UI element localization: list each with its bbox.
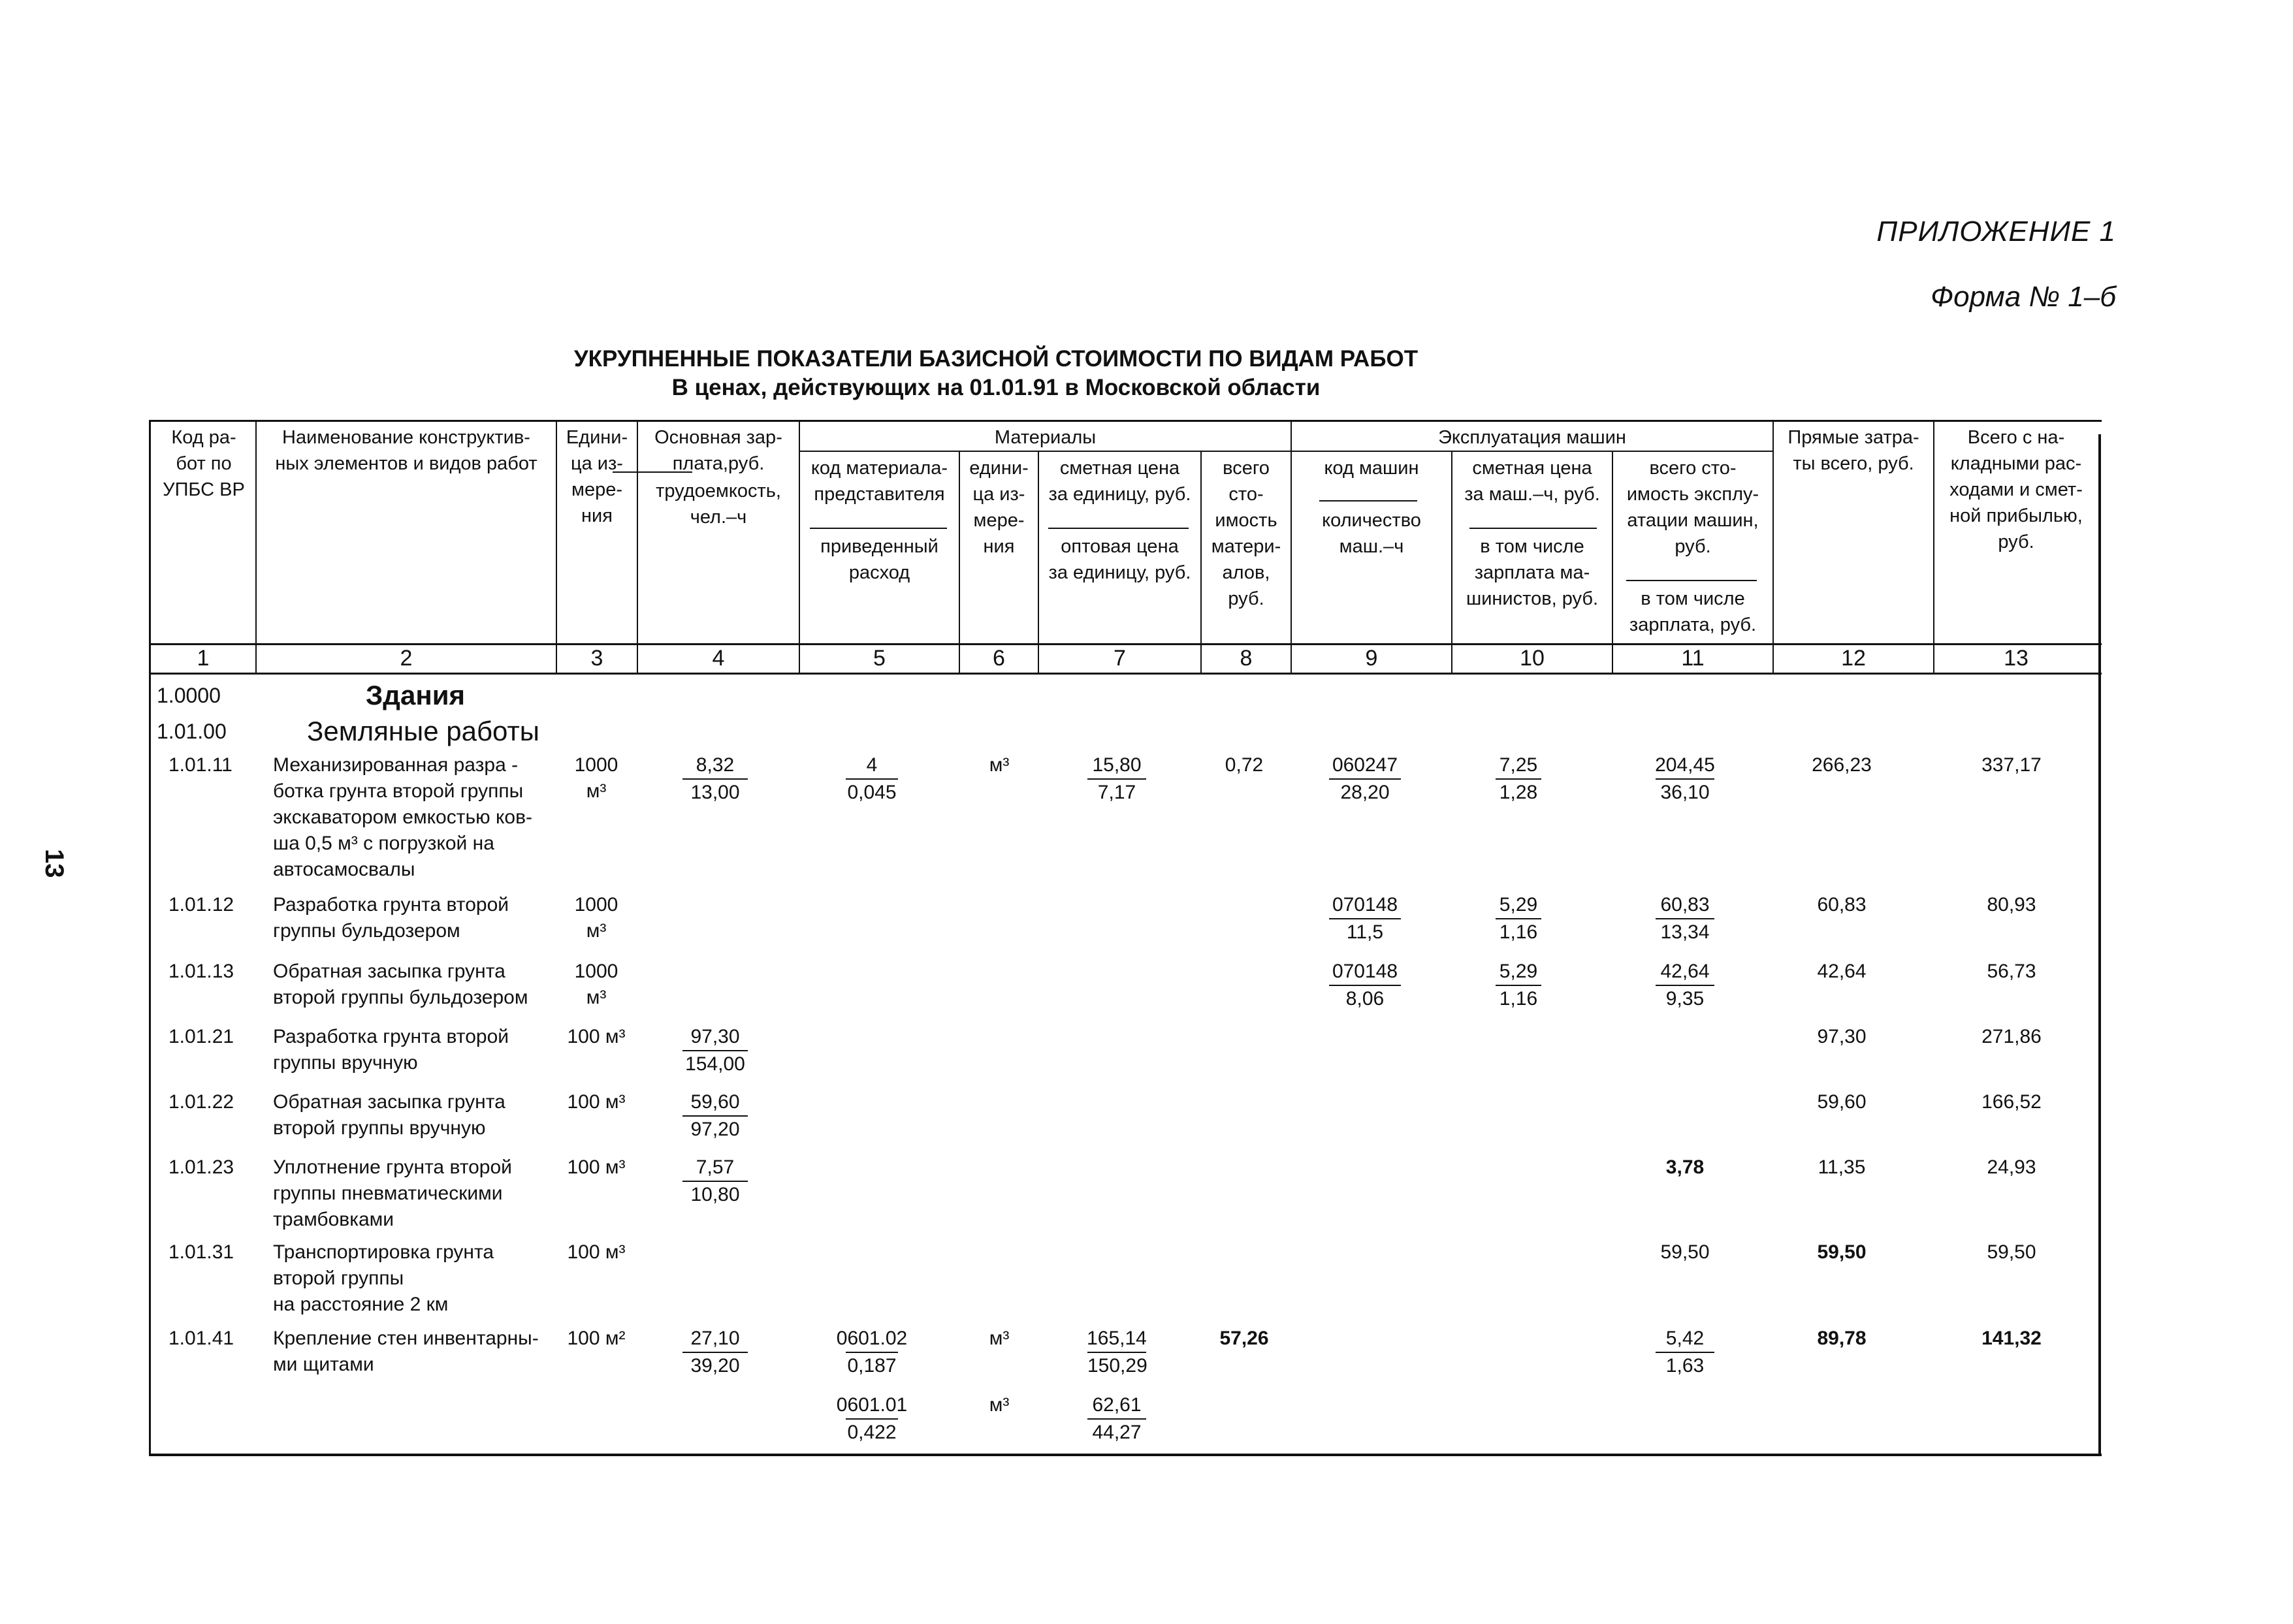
row-machine-code-hours-numerator: 060247 [1332, 754, 1398, 776]
col-group-machines: Эксплуатация машин [1438, 427, 1626, 448]
row-wage-labor-numerator: 27,10 [690, 1328, 740, 1349]
row-machine-total [1620, 892, 1750, 946]
col-number: 12 [1841, 646, 1866, 671]
col-number: 5 [873, 646, 886, 671]
row-material-unit: м³ [989, 754, 1010, 776]
row-code: 1.01.21 [168, 1026, 234, 1047]
row-material-price-numerator: 15,80 [1092, 754, 1142, 776]
row-material-code-qty [813, 752, 931, 806]
row-material-price [1058, 752, 1176, 806]
col-header-code: Код ра- бот по УПБС ВР [163, 427, 245, 500]
col-header-direct: Прямые затра- ты всего, руб. [1788, 427, 1919, 474]
row-code: 1.01.22 [168, 1091, 234, 1113]
row-unit: 1000 м³ [574, 754, 618, 802]
col-number: 8 [1240, 646, 1253, 671]
row-material-code-qty-2 [813, 1392, 931, 1446]
col-header-material-total: всего сто- имость матери- алов, руб. [1211, 458, 1281, 609]
row-machine-code-hours-denominator: 11,5 [1329, 918, 1401, 946]
row-wage-labor-numerator: 8,32 [696, 754, 735, 776]
row-machine-price-wage-denominator: 1,16 [1496, 918, 1541, 946]
row-material-code-qty-2-numerator: 0601.01 [836, 1394, 908, 1416]
row-wage-labor [653, 1326, 777, 1379]
col-header-material-code: код материала- представителя [810, 458, 948, 505]
row-material-code-qty-numerator: 0601.02 [836, 1328, 908, 1349]
row-total-cost: 80,93 [1987, 894, 2036, 915]
row-code: 1.01.41 [168, 1328, 234, 1349]
row-machine-price-wage-numerator: 5,29 [1499, 894, 1538, 915]
col-header-machine-wage: в том числе зарплата ма- шинистов, руб. [1466, 536, 1599, 609]
row-wage-labor [653, 1154, 777, 1208]
row-material-code-qty-2-denominator: 0,422 [846, 1418, 898, 1446]
row-machine-total-numerator: 60,83 [1660, 894, 1710, 915]
col-number: 13 [2004, 646, 2028, 671]
row-machine-total-denominator: 1,63 [1656, 1352, 1714, 1379]
row-material-price-2-denominator: 44,27 [1087, 1418, 1146, 1446]
appendix-label: ПРИЛОЖЕНИЕ 1 [1876, 215, 2116, 247]
col-header-material-wholesale: оптовая цена за единицу, руб. [1048, 536, 1191, 583]
row-total-cost: 141,32 [1981, 1328, 2042, 1349]
row-material-price-denominator: 7,17 [1087, 778, 1146, 806]
row-wage-labor-numerator: 7,57 [696, 1156, 735, 1178]
section-subtitle: Земляные работы [307, 716, 539, 746]
row-machine-code-hours [1300, 959, 1430, 1012]
row-machine-total-denominator: 9,35 [1656, 985, 1714, 1012]
row-name: Обратная засыпка грунта второй группы бульдозером [273, 961, 528, 1008]
row-machine-total [1620, 1326, 1750, 1379]
row-material-code-qty-denominator: 0,187 [846, 1352, 898, 1379]
col-header-machine-price: сметная цена за маш.–ч, руб. [1464, 458, 1600, 505]
row-machine-total-denominator: 13,34 [1656, 918, 1714, 946]
row-name: Обратная засыпка грунта второй группы вручную [273, 1091, 505, 1139]
row-machine-code-hours [1300, 752, 1430, 806]
row-total-cost: 24,93 [1987, 1156, 2036, 1178]
col-group-materials: Материалы [994, 427, 1097, 448]
row-direct-cost: 60,83 [1817, 894, 1867, 915]
row-machine-total-numerator: 3,78 [1665, 1156, 1705, 1178]
row-material-total: 0,72 [1225, 754, 1264, 776]
row-machine-total-denominator: 36,10 [1656, 778, 1714, 806]
row-direct-cost: 97,30 [1817, 1026, 1867, 1047]
col-number: 11 [1681, 646, 1705, 671]
col-number: 1 [197, 646, 210, 671]
row-machine-code-hours-numerator: 070148 [1332, 961, 1398, 982]
row-material-price-numerator: 165,14 [1087, 1328, 1147, 1349]
col-header-name: Наименование конструктив- ных элементов и видов работ [275, 427, 537, 474]
row-material-unit-2: м³ [989, 1394, 1010, 1416]
row-name: Уплотнение грунта второй группы пневматическими трамбовками [273, 1156, 512, 1230]
page-number: 13 [40, 849, 69, 878]
col-header-unit: Едини- ца из- мере- ния [566, 427, 628, 526]
row-material-price-2-numerator: 62,61 [1092, 1394, 1142, 1416]
row-material-price-denominator: 150,29 [1087, 1352, 1146, 1379]
row-machine-price-wage-numerator: 5,29 [1499, 961, 1538, 982]
row-unit: 100 м³ [567, 1091, 626, 1113]
section-code: 1.0000 [157, 684, 221, 707]
row-machine-total-numerator: 42,64 [1660, 961, 1710, 982]
row-machine-code-hours-denominator: 28,20 [1329, 778, 1401, 806]
row-name: Разработка грунта второй группы вручную [273, 1026, 509, 1074]
row-total-cost: 59,50 [1987, 1241, 2036, 1263]
document-subtitle: В ценах, действующих на 01.01.91 в Московской области [671, 375, 1321, 400]
row-wage-labor-denominator: 39,20 [682, 1352, 748, 1379]
col-number: 9 [1365, 646, 1378, 671]
row-material-code-qty-denominator: 0,045 [846, 778, 898, 806]
row-machine-price-wage [1463, 892, 1574, 946]
col-number: 6 [993, 646, 1005, 671]
col-header-wage: Основная зар- плата,руб. [654, 427, 782, 474]
row-material-price-2 [1058, 1392, 1176, 1446]
document-title: УКРУПНЕННЫЕ ПОКАЗАТЕЛИ БАЗИСНОЙ СТОИМОСТИ ПО ВИДАМ РАБОТ [573, 346, 1419, 372]
row-material-unit: м³ [989, 1328, 1010, 1349]
row-machine-total [1620, 1154, 1750, 1181]
row-total-cost: 56,73 [1987, 961, 2036, 982]
row-wage-labor-numerator: 59,60 [690, 1091, 740, 1113]
row-wage-labor-denominator: 13,00 [682, 778, 748, 806]
row-unit: 100 м² [567, 1328, 626, 1349]
row-direct-cost: 266,23 [1812, 754, 1872, 776]
row-unit: 100 м³ [567, 1026, 626, 1047]
row-machine-total [1620, 1239, 1750, 1266]
row-material-code-qty [813, 1326, 931, 1379]
row-total-cost: 271,86 [1981, 1026, 2042, 1047]
row-wage-labor-denominator: 97,20 [682, 1115, 748, 1143]
row-name: Транспортировка грунта второй группы на расстояние 2 км [273, 1241, 494, 1315]
row-material-price [1058, 1326, 1176, 1379]
col-header-machine-hours: количество маш.–ч [1322, 510, 1421, 557]
row-unit: 1000 м³ [574, 961, 618, 1008]
row-unit: 1000 м³ [574, 894, 618, 942]
row-wage-labor [653, 752, 777, 806]
row-direct-cost: 89,78 [1817, 1328, 1867, 1349]
row-machine-code-hours-numerator: 070148 [1332, 894, 1398, 915]
col-number: 10 [1520, 646, 1545, 671]
row-name: Разработка грунта второй группы бульдозером [273, 894, 509, 942]
col-number: 2 [400, 646, 413, 671]
row-wage-labor-denominator: 10,80 [682, 1181, 748, 1208]
row-unit: 100 м³ [567, 1241, 626, 1263]
row-code: 1.01.23 [168, 1156, 234, 1178]
col-number: 3 [590, 646, 603, 671]
row-machine-code-hours-denominator: 8,06 [1329, 985, 1401, 1012]
row-material-code-qty-numerator: 4 [866, 754, 878, 776]
row-wage-labor-numerator: 97,30 [690, 1026, 740, 1047]
col-header-material-qty: приведенный расход [820, 536, 938, 583]
row-machine-total [1620, 959, 1750, 1012]
row-wage-labor [653, 1024, 777, 1077]
section-title: Здания [366, 680, 466, 710]
row-direct-cost: 11,35 [1818, 1156, 1866, 1178]
row-machine-price-wage [1463, 959, 1574, 1012]
row-machine-price-wage-denominator: 1,16 [1496, 985, 1541, 1012]
row-machine-total-numerator: 5,42 [1665, 1328, 1705, 1349]
row-direct-cost: 42,64 [1817, 961, 1867, 982]
row-direct-cost: 59,60 [1817, 1091, 1867, 1113]
col-number: 4 [712, 646, 725, 671]
row-material-total: 57,26 [1219, 1328, 1269, 1349]
row-machine-price-wage [1463, 752, 1574, 806]
col-number: 7 [1114, 646, 1126, 671]
row-machine-price-wage-denominator: 1,28 [1496, 778, 1541, 806]
row-total-cost: 166,52 [1981, 1091, 2042, 1113]
col-header-total: Всего с на- кладными рас- ходами и смет- ной прибылью, руб. [1949, 427, 2083, 552]
row-machine-total [1620, 752, 1750, 806]
row-name: Крепление стен инвентарны- ми щитами [273, 1328, 539, 1375]
row-machine-total-numerator: 204,45 [1655, 754, 1715, 776]
row-total-cost: 337,17 [1981, 754, 2042, 776]
row-code: 1.01.31 [168, 1241, 234, 1263]
row-machine-code-hours [1300, 892, 1430, 946]
row-code: 1.01.12 [168, 894, 234, 915]
row-wage-labor-denominator: 154,00 [682, 1050, 748, 1077]
col-header-machine-code: код машин [1324, 458, 1419, 479]
form-number: Форма № 1–б [1931, 281, 2116, 313]
row-wage-labor [653, 1089, 777, 1143]
row-machine-total-numerator: 59,50 [1660, 1241, 1710, 1263]
col-header-material-price: сметная цена за единицу, руб. [1048, 458, 1191, 505]
row-direct-cost: 59,50 [1817, 1241, 1867, 1263]
row-code: 1.01.13 [168, 961, 234, 982]
col-header-machine-total: всего сто- имость эксплу- атации машин, руб. [1626, 458, 1759, 557]
row-machine-price-wage-numerator: 7,25 [1499, 754, 1538, 776]
section-code: 1.01.00 [157, 720, 227, 743]
row-code: 1.01.11 [168, 754, 233, 776]
col-header-material-unit: едини- ца из- мере- ния [969, 458, 1029, 557]
row-name: Механизированная разра - ботка грунта второй группы экскаватором емкостью ков- ша 0,5 м³ с погрузкой на автосамосвалы [273, 754, 533, 880]
col-header-machine-total-wage: в том числе зарплата, руб. [1629, 588, 1757, 635]
row-unit: 100 м³ [567, 1156, 626, 1178]
col-header-labor: трудоемкость, чел.–ч [656, 481, 781, 528]
